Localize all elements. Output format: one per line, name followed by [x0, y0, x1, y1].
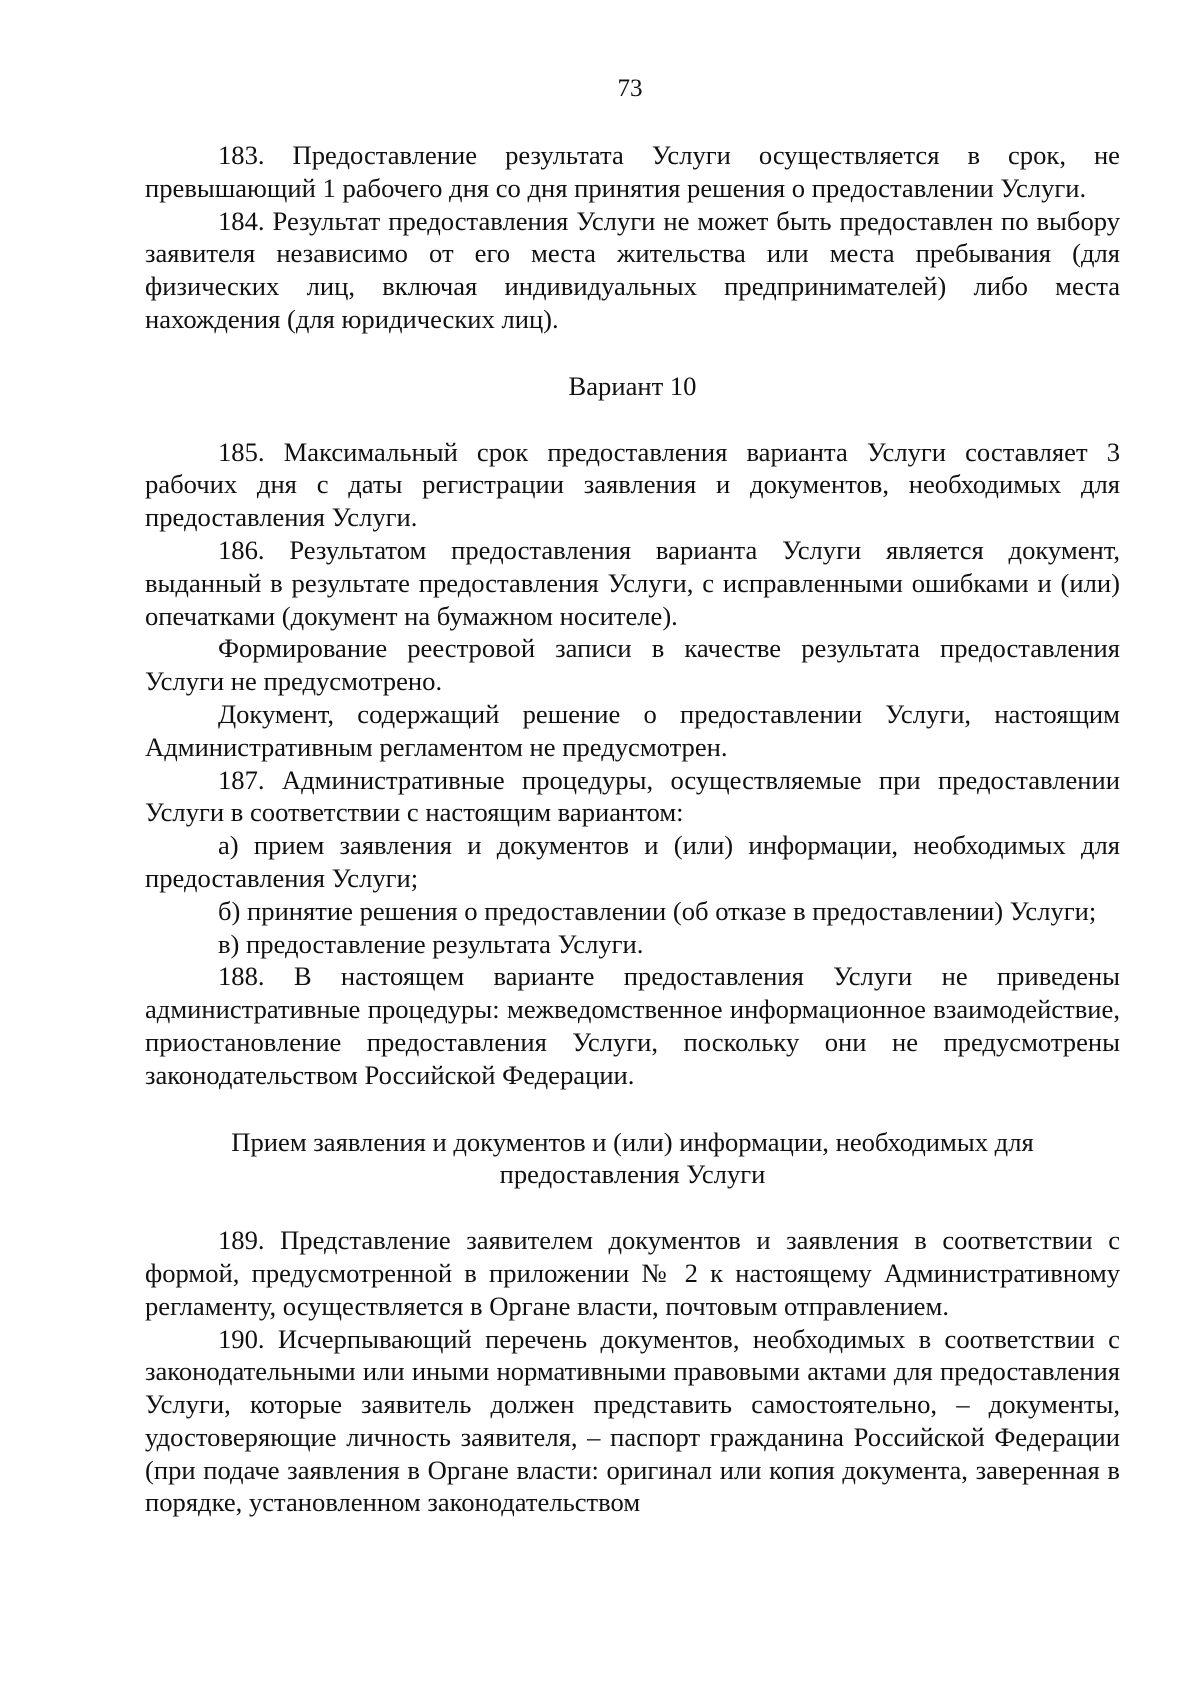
list-item-b: б) принятие решения о предоставлении (об отказе в предоставлении) Услуги; [218, 895, 1097, 926]
page-number: 73 [617, 75, 643, 102]
paragraph-188: 188. В настоящем варианте предоставления Услуги не приведены административные процедуры: межведомственное информационное взаимодействие, приостановление предоставления Услуги, поскольку они не предусмотрены законодательством Российской Федерации. [145, 961, 1120, 1090]
section-heading: Прием заявления и документов и (или) информации, необходимых для предоставления Услуги [231, 1126, 1034, 1190]
paragraph-183: 183. Предоставление результата Услуги осуществляется в срок, не превышающий 1 рабочего дня со дня принятия решения о предоставлении Услуги. [145, 140, 1120, 203]
paragraph-186: 186. Результатом предоставления варианта Услуги является документ, выданный в результате предоставления Услуги, с исправленными ошибками и (или) опечатками (документ на бумажном носителе). [145, 534, 1120, 631]
paragraph-187: 187. Административные процедуры, осуществляемые при предоставлении Услуги в соответствии с настоящим вариантом: [145, 764, 1120, 828]
paragraph-decision-document: Документ, содержащий решение о предоставлении Услуги, настоящим Административным регламентом не предусмотрен. [145, 698, 1120, 762]
variant-heading: Вариант 10 [568, 370, 697, 401]
paragraph-registry-record: Формирование реестровой записи в качестве результата предоставления Услуги не предусмотрено. [145, 633, 1120, 697]
paragraph-184: 184. Результат предоставления Услуги не может быть предоставлен по выбору заявителя независимо от его места жительства или места пребывания (для физических лиц, включая индивидуальных предпринимателей) либо места нахождения (для юридических лиц). [145, 205, 1120, 334]
paragraph-185: 185. Максимальный срок предоставления варианта Услуги составляет 3 рабочих дня с даты регистрации заявления и документов, необходимых для предоставления Услуги. [145, 436, 1120, 533]
paragraph-189: 189. Представление заявителем документов и заявления в соответствии с формой, предусмотренной в приложении № 2 к настоящему Административному регламенту, осуществляется в Органе власти, почтовым отправлением. [145, 1225, 1120, 1321]
paragraph-190: 190. Исчерпывающий перечень документов, необходимых в соответствии с законодательными или иными нормативными правовыми актами для предоставления Услуги, которые заявитель должен представить самостоятельно, – документы, удостоверяющие личность заявителя, – паспорт гражданина Российской Федерации (при подаче заявления в Органе власти: оригинал или копия документа, заверенная в порядке, установленном законодательством [145, 1323, 1120, 1518]
list-item-v: в) предоставление результата Услуги. [218, 928, 644, 959]
document-body [145, 139, 1120, 1519]
list-item-a: а) прием заявления и документов и (или) информации, необходимых для предоставления Услуги; [145, 830, 1120, 893]
